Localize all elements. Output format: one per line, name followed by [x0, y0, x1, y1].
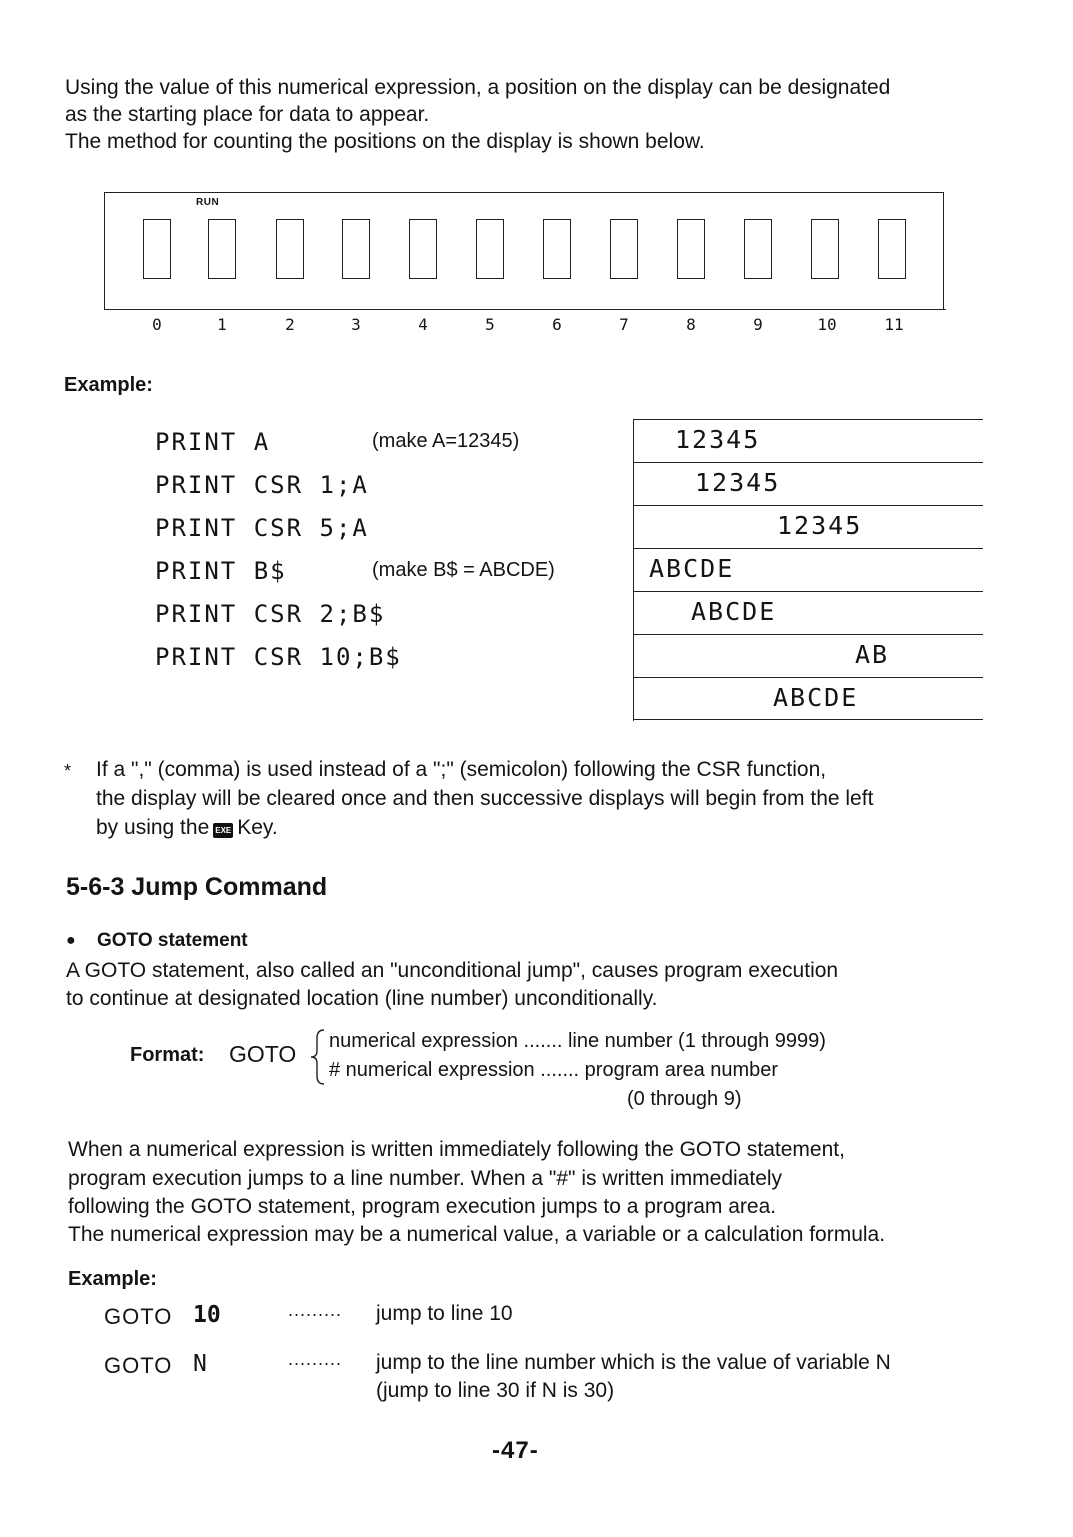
- example2-keyword: GOTO: [104, 1304, 173, 1329]
- example2-dots: .........: [288, 1349, 343, 1369]
- output-text: 12345: [695, 468, 781, 497]
- display-cell: [476, 219, 504, 279]
- footnote-line-3: [96, 814, 278, 841]
- output-text: ABCDE: [691, 597, 777, 626]
- output-row: [633, 591, 983, 634]
- output-row: [633, 419, 983, 462]
- position-number: 4: [418, 315, 428, 334]
- position-number: 6: [552, 315, 562, 334]
- display-cell: [811, 219, 839, 279]
- display-cell: [208, 219, 236, 279]
- brace-icon: [310, 1028, 326, 1086]
- subsection-title: GOTO statement: [97, 930, 248, 951]
- output-row: [633, 677, 983, 720]
- footnote-line-1: If a "," (comma) is used instead of a ";" (semicolon) following the CSR function,: [96, 758, 827, 781]
- display-cell: [409, 219, 437, 279]
- example-heading: Example:: [64, 374, 153, 396]
- output-row: [633, 462, 983, 505]
- page-number: -47-: [492, 1437, 539, 1464]
- position-number: 5: [485, 315, 495, 334]
- example2-dots: .........: [288, 1300, 343, 1320]
- program-line: PRINT B$: [155, 557, 287, 585]
- format-command: GOTO: [229, 1041, 297, 1067]
- program-line: PRINT CSR 1;A: [155, 471, 369, 499]
- output-row: [633, 505, 983, 548]
- program-line: PRINT CSR 10;B$: [155, 643, 402, 671]
- example2-arg: 10: [193, 1302, 221, 1328]
- format-option-2: # numerical expression ....... program area number: [329, 1059, 779, 1081]
- intro-line-1: Using the value of this numerical expression, a position on the display can be designated: [65, 76, 891, 99]
- intro-line-3: The method for counting the positions on the display is shown below.: [65, 130, 705, 153]
- bullet-icon: ●: [66, 932, 76, 949]
- display-output-table: [633, 419, 983, 721]
- format-label: Format:: [130, 1044, 205, 1066]
- position-number: 8: [686, 315, 696, 334]
- position-number: 10: [817, 315, 837, 334]
- output-text: 12345: [675, 425, 761, 454]
- display-cell: [744, 219, 772, 279]
- display-cell: [342, 219, 370, 279]
- section-title: 5-6-3 Jump Command: [66, 873, 328, 901]
- footnote-line-2: the display will be cleared once and then successive displays will begin from the left: [96, 787, 874, 810]
- body-line-3: following the GOTO statement, program execution jumps to a program area.: [68, 1195, 777, 1218]
- goto-desc-2: to continue at designated location (line number) unconditionally.: [66, 987, 658, 1010]
- footnote-text-end: Key.: [237, 816, 278, 839]
- goto-desc-1: A GOTO statement, also called an "unconditional jump", causes program execution: [66, 959, 839, 982]
- output-text: ABCDE: [773, 683, 859, 712]
- display-bottom-edge: [104, 309, 946, 310]
- run-indicator: RUN: [196, 197, 220, 208]
- program-line: PRINT A: [155, 428, 271, 456]
- position-number: 0: [152, 315, 162, 334]
- display-cell: [878, 219, 906, 279]
- example2-keyword: GOTO: [104, 1353, 173, 1378]
- display-cell: [543, 219, 571, 279]
- position-number: 7: [619, 315, 629, 334]
- position-number: 11: [884, 315, 904, 334]
- output-table-bottom: [633, 719, 983, 720]
- display-cell: [143, 219, 171, 279]
- position-number: 1: [217, 315, 227, 334]
- display-cell: [677, 219, 705, 279]
- example2-heading: Example:: [68, 1268, 157, 1290]
- output-text: ABCDE: [649, 554, 735, 583]
- example2-desc: jump to line 10: [376, 1302, 513, 1325]
- display-cell: [276, 219, 304, 279]
- program-note: (make A=12345): [372, 430, 520, 452]
- example2-desc-cont: (jump to line 30 if N is 30): [376, 1379, 615, 1402]
- intro-line-2: as the starting place for data to appear.: [65, 103, 430, 126]
- format-option-2-range: (0 through 9): [627, 1088, 742, 1110]
- position-number: 2: [285, 315, 295, 334]
- format-option-1: numerical expression ....... line number (1 through 9999): [329, 1030, 826, 1052]
- output-text: AB: [855, 640, 890, 669]
- display-cell: [610, 219, 638, 279]
- footnote-text: by using the: [96, 816, 210, 839]
- position-number: 3: [351, 315, 361, 334]
- program-note: (make B$ = ABCDE): [372, 559, 555, 581]
- output-row: [633, 634, 983, 677]
- program-line: PRINT CSR 5;A: [155, 514, 369, 542]
- example2-desc: jump to the line number which is the value of variable N: [376, 1351, 891, 1374]
- footnote-star: *: [64, 761, 72, 781]
- output-row: [633, 548, 983, 591]
- program-line: PRINT CSR 2;B$: [155, 600, 386, 628]
- exe-key-icon: EXE: [213, 823, 233, 838]
- body-line-1: When a numerical expression is written immediately following the GOTO statement,: [68, 1138, 845, 1161]
- body-line-4: The numerical expression may be a numerical value, a variable or a calculation formula.: [68, 1223, 886, 1246]
- position-number: 9: [753, 315, 763, 334]
- output-text: 12345: [777, 511, 863, 540]
- body-line-2: program execution jumps to a line number. When a "#" is written immediately: [68, 1167, 783, 1190]
- example2-arg: N: [193, 1351, 207, 1377]
